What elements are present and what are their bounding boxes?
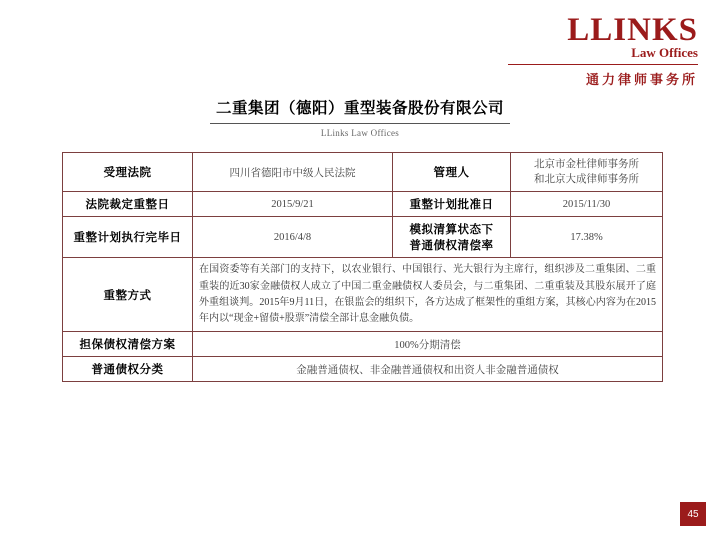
label-restructuring-method: 重整方式 bbox=[63, 258, 193, 332]
table-row bbox=[63, 357, 663, 382]
page-title: 二重集团（德阳）重型装备股份有限公司 bbox=[215, 100, 504, 117]
value-secured-claim-plan: 100%分期清偿 bbox=[193, 332, 663, 357]
title-divider bbox=[210, 123, 510, 124]
value-administrator-line2: 和北京大成律师事务所 bbox=[534, 174, 639, 186]
label-simulated-liquidation-rate-line2: 普通债权清偿率 bbox=[409, 240, 494, 253]
value-accepting-court: 四川省德阳市中级人民法院 bbox=[193, 153, 393, 192]
label-plan-approval-date: 重整计划批准日 bbox=[393, 192, 511, 217]
page-number-badge: 45 bbox=[680, 502, 706, 526]
value-plan-completion-date: 2016/4/8 bbox=[193, 217, 393, 258]
label-administrator: 管理人 bbox=[393, 153, 511, 192]
value-restructuring-method: 在国资委等有关部门的支持下，以农业银行、中国银行、光大银行为主席行，组织涉及二重集团、二重重装的近30家金融债权人成立了中国二重金融债权人委员会，与二重集团、二重重装及其股东展开了庭外重组谈判。2015年9月11日，在银监会的组织下，各方达成了框架性的重组方案，其核心内容为在2015年内以“现金+留债+股票”清偿全部计息金融负债。 bbox=[193, 258, 663, 332]
label-simulated-liquidation-rate-line1: 模拟清算状态下 bbox=[409, 224, 494, 237]
label-simulated-liquidation-rate bbox=[393, 217, 511, 258]
firm-logo bbox=[508, 14, 698, 88]
logo-chinese-name: 通力律师事务所 bbox=[585, 71, 698, 87]
value-administrator bbox=[511, 153, 663, 192]
table-row bbox=[63, 153, 663, 192]
logo-wordmark: LLINKS bbox=[567, 12, 698, 48]
table-row bbox=[63, 192, 663, 217]
label-accepting-court: 受理法院 bbox=[63, 153, 193, 192]
table-row bbox=[63, 217, 663, 258]
value-court-ruling-date: 2015/9/21 bbox=[193, 192, 393, 217]
logo-divider bbox=[508, 64, 698, 65]
page-subtitle: LLinks Law Offices bbox=[320, 128, 400, 138]
label-secured-claim-plan: 担保债权清偿方案 bbox=[63, 332, 193, 357]
value-administrator-line1: 北京市金杜律师事务所 bbox=[534, 159, 639, 170]
logo-subtext: Law Offices bbox=[631, 44, 698, 60]
label-court-ruling-date: 法院裁定重整日 bbox=[63, 192, 193, 217]
label-plan-completion-date: 重整计划执行完毕日 bbox=[63, 217, 193, 258]
value-simulated-liquidation-rate: 17.38% bbox=[511, 217, 663, 258]
table-row bbox=[63, 258, 663, 332]
table-row bbox=[63, 332, 663, 357]
value-ordinary-claim-classification: 金融普通债权、非金融普通债权和出资人非金融普通债权 bbox=[193, 357, 663, 382]
value-plan-approval-date: 2015/11/30 bbox=[511, 192, 663, 217]
restructuring-info-table bbox=[62, 152, 662, 382]
page-title-block bbox=[0, 96, 720, 138]
label-ordinary-claim-classification: 普通债权分类 bbox=[63, 357, 193, 382]
